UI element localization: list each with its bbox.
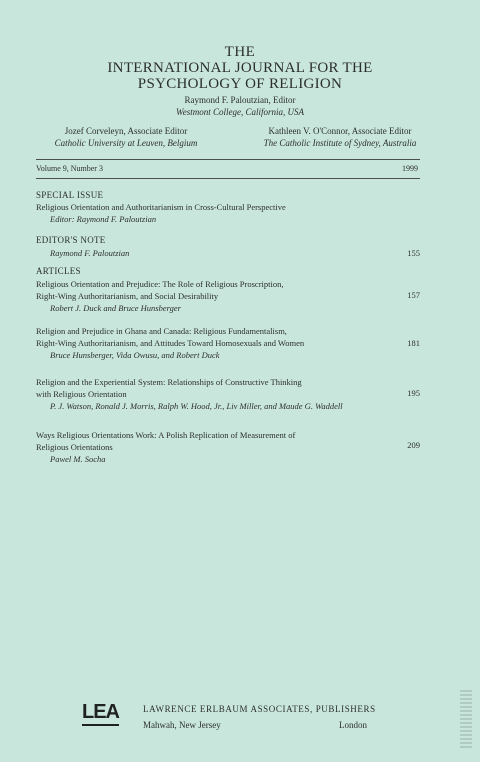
- article-title-line2: Right-Wing Authoritarianism, and Attitudes Toward Homosexuals and Women: [36, 338, 305, 348]
- editors-note-heading: EDITOR'S NOTE: [36, 235, 106, 245]
- editor-name: Raymond F. Paloutzian, Editor: [184, 95, 296, 105]
- lea-logo: LEA: [82, 701, 119, 726]
- article-title-line1: Religion and the Experiential System: Relationships of Constructive Thinking: [36, 377, 302, 387]
- publisher-city-london: London: [339, 720, 367, 730]
- divider-top: [36, 159, 420, 160]
- editor-affiliation: Westmont College, California, USA: [176, 107, 304, 117]
- article-authors: P. J. Watson, Ronald J. Morris, Ralph W. Hood, Jr., Liv Miller, and Maude G. Waddell: [50, 401, 343, 411]
- editors-note-page: 155: [407, 248, 420, 258]
- article-page: 209: [407, 440, 420, 450]
- article-title-line2: Religious Orientations: [36, 442, 113, 452]
- special-issue-title: Religious Orientation and Authoritarianism in Cross-Cultural Perspective: [36, 202, 286, 212]
- article-authors: Bruce Hunsberger, Vida Owusu, and Robert Duck: [50, 350, 220, 360]
- volume-number: Volume 9, Number 3: [36, 164, 103, 173]
- article-title-line1: Religious Orientation and Prejudice: The Role of Religious Proscription,: [36, 279, 284, 289]
- journal-title-line3: PSYCHOLOGY OF RELIGION: [137, 76, 343, 92]
- volume-row: [36, 164, 420, 173]
- divider-bottom: [36, 178, 420, 179]
- associate-editor-right-affiliation: The Catholic Institute of Sydney, Australia: [263, 138, 417, 148]
- journal-title-line2: INTERNATIONAL JOURNAL FOR THE: [107, 60, 373, 76]
- special-issue-editor: Editor: Raymond F. Paloutzian: [50, 214, 157, 224]
- publisher-name: LAWRENCE ERLBAUM ASSOCIATES, PUBLISHERS: [143, 704, 376, 714]
- article-page: 195: [407, 388, 420, 398]
- article-title-line2: with Religious Orientation: [36, 389, 127, 399]
- associate-editor-left: [36, 126, 216, 148]
- associate-editor-left-name: Jozef Corveleyn, Associate Editor: [64, 126, 188, 136]
- article-authors: Robert J. Duck and Bruce Hunsberger: [50, 303, 181, 313]
- editors-note-author: Raymond F. Paloutzian: [50, 248, 130, 258]
- volume-year: 1999: [402, 164, 418, 173]
- article-authors: Pawel M. Socha: [50, 454, 106, 464]
- publisher-location: Mahwah, New Jersey: [143, 720, 221, 730]
- associate-editor-right-name: Kathleen V. O'Connor, Associate Editor: [268, 126, 412, 136]
- articles-heading: ARTICLES: [36, 266, 81, 276]
- publisher-location-row: [143, 720, 367, 730]
- article-title-line1: Religion and Prejudice in Ghana and Canada: Religious Fundamentalism,: [36, 326, 287, 336]
- journal-title-line1: THE: [224, 44, 256, 60]
- article-page: 157: [407, 290, 420, 300]
- associate-editor-left-affiliation: Catholic University at Leuven, Belgium: [54, 138, 198, 148]
- associate-editor-right: [250, 126, 430, 148]
- article-page: 181: [407, 338, 420, 348]
- barcode-strip: [460, 690, 472, 750]
- special-issue-heading: SPECIAL ISSUE: [36, 190, 104, 200]
- article-title-line2: Right-Wing Authoritarianism, and Social Desirability: [36, 291, 219, 301]
- article-title-line1: Ways Religious Orientations Work: A Polish Replication of Measurement of: [36, 430, 296, 440]
